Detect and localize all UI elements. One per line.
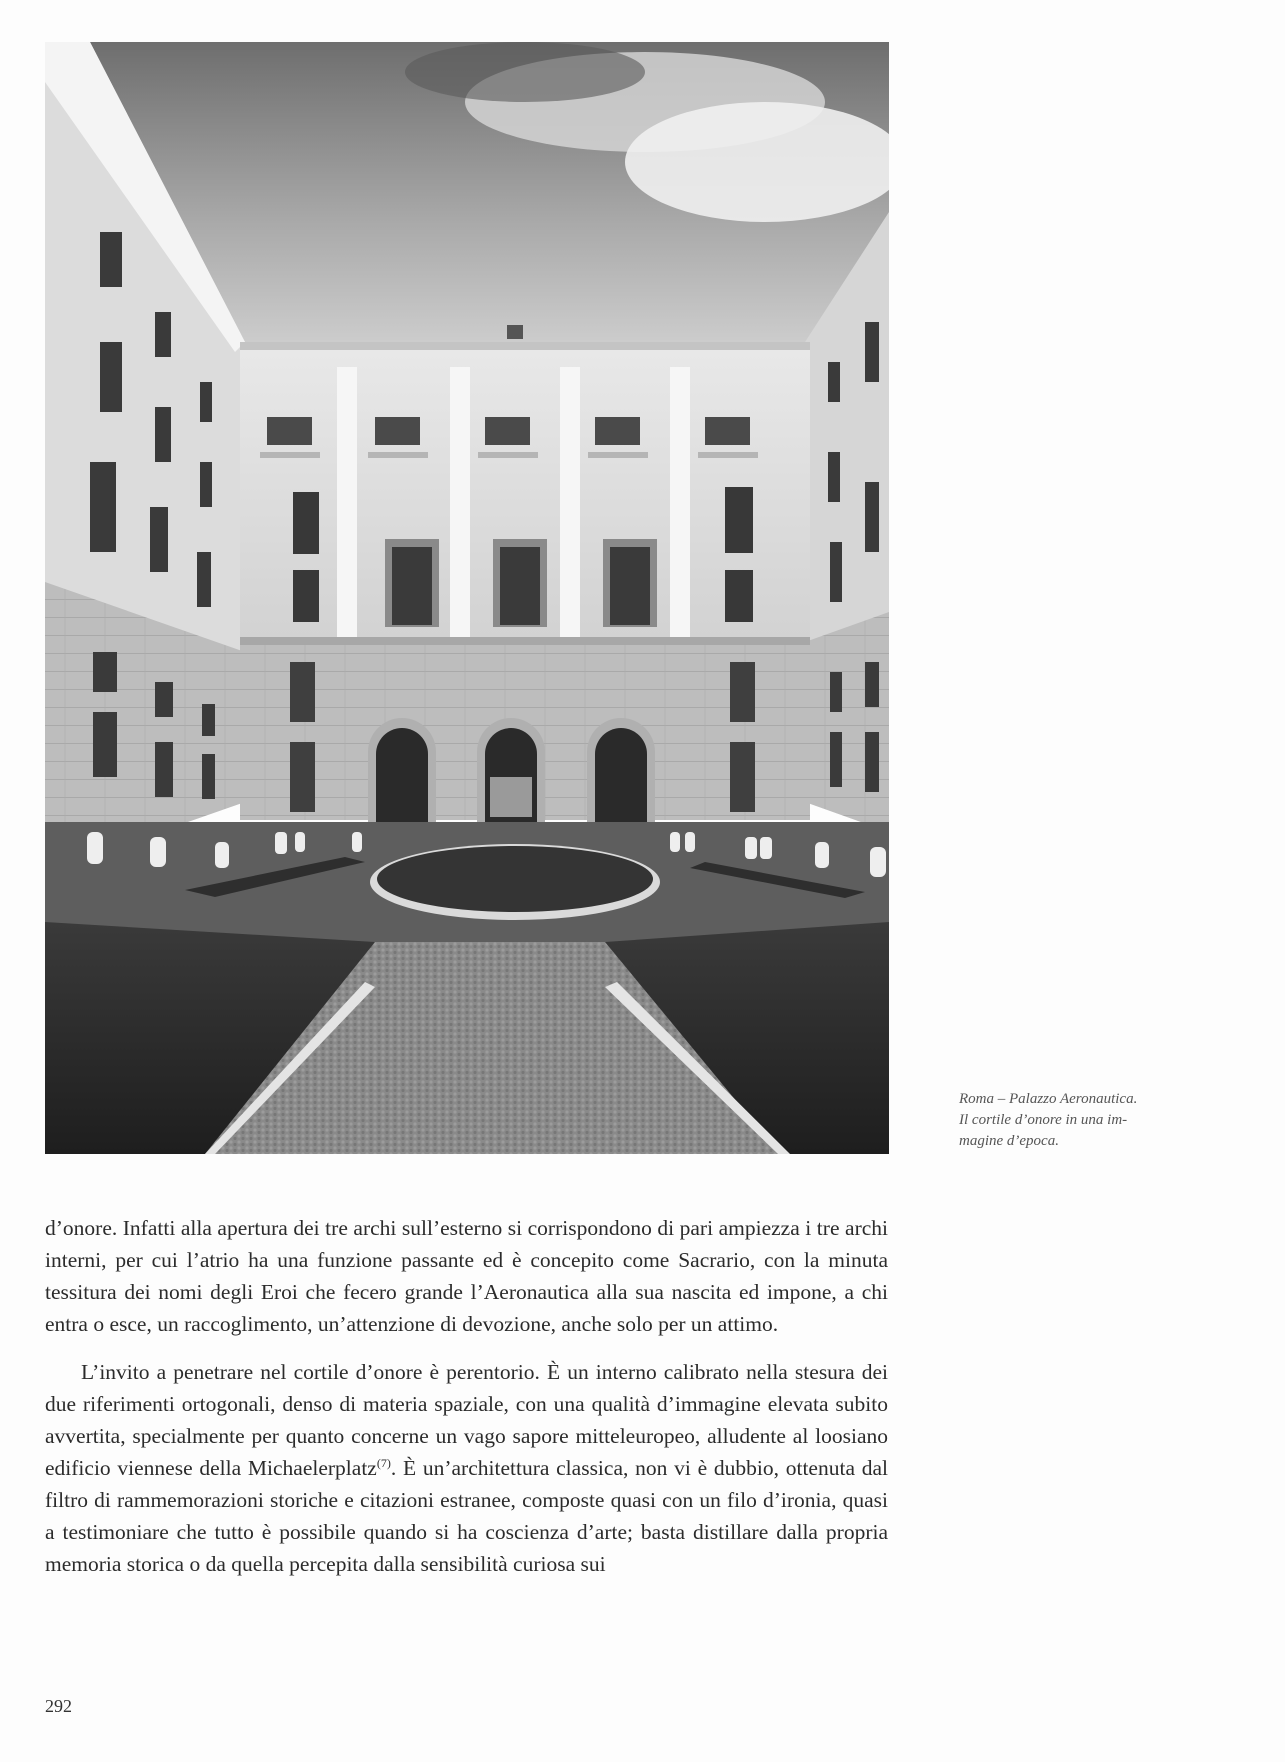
photo-caption [959, 1089, 1219, 1152]
caption-line: Roma – Palazzo Aeronautica. [959, 1091, 1138, 1107]
caption-line: Il cortile d’onore in una im- [959, 1112, 1128, 1128]
courtyard-photograph [45, 42, 889, 1154]
paragraph [45, 1356, 888, 1580]
paragraph-text: L’invito a penetrare nel cortile d’onore è perentorio. È un interno calibrato nella stesura dei due riferimenti ortogonali, denso di materia spaziale, con una qualità d’immagine elevata subito avvertita, specialmente per quanto concerne un vago sapore mitteleuropeo, alludente al loosiano edificio viennese della Michaelerplatz [45, 1360, 888, 1480]
footnote-reference: (7) [376, 1455, 391, 1470]
caption-line: magine d’epoca. [959, 1133, 1059, 1149]
paragraph-text: . È un’architettura classica, non vi è dubbio, ottenuta dal filtro di rammemorazioni storiche e citazioni estranee, composte quasi con un filo d’ironia, quasi a testimoniare che tutto è possibile quando si ha coscienza d’arte; basta distillare dalla propria memoria storica o da quella percepita dalla sensibilità curiosa sui [45, 1456, 888, 1576]
page-number: 292 [45, 1696, 72, 1716]
body-text [45, 1212, 888, 1580]
paragraph: d’onore. Infatti alla apertura dei tre archi sull’esterno si corrispondono di pari ampiezza i tre archi interni, per cui l’atrio ha una funzione passante ed è concepito come Sacrario, con la minuta tessitura dei nomi degli Eroi che fecero grande l’Aeronautica alla sua nascita ed impone, a chi entra o esce, un raccoglimento, un’attenzione di devozione, anche solo per un attimo. [45, 1216, 888, 1336]
